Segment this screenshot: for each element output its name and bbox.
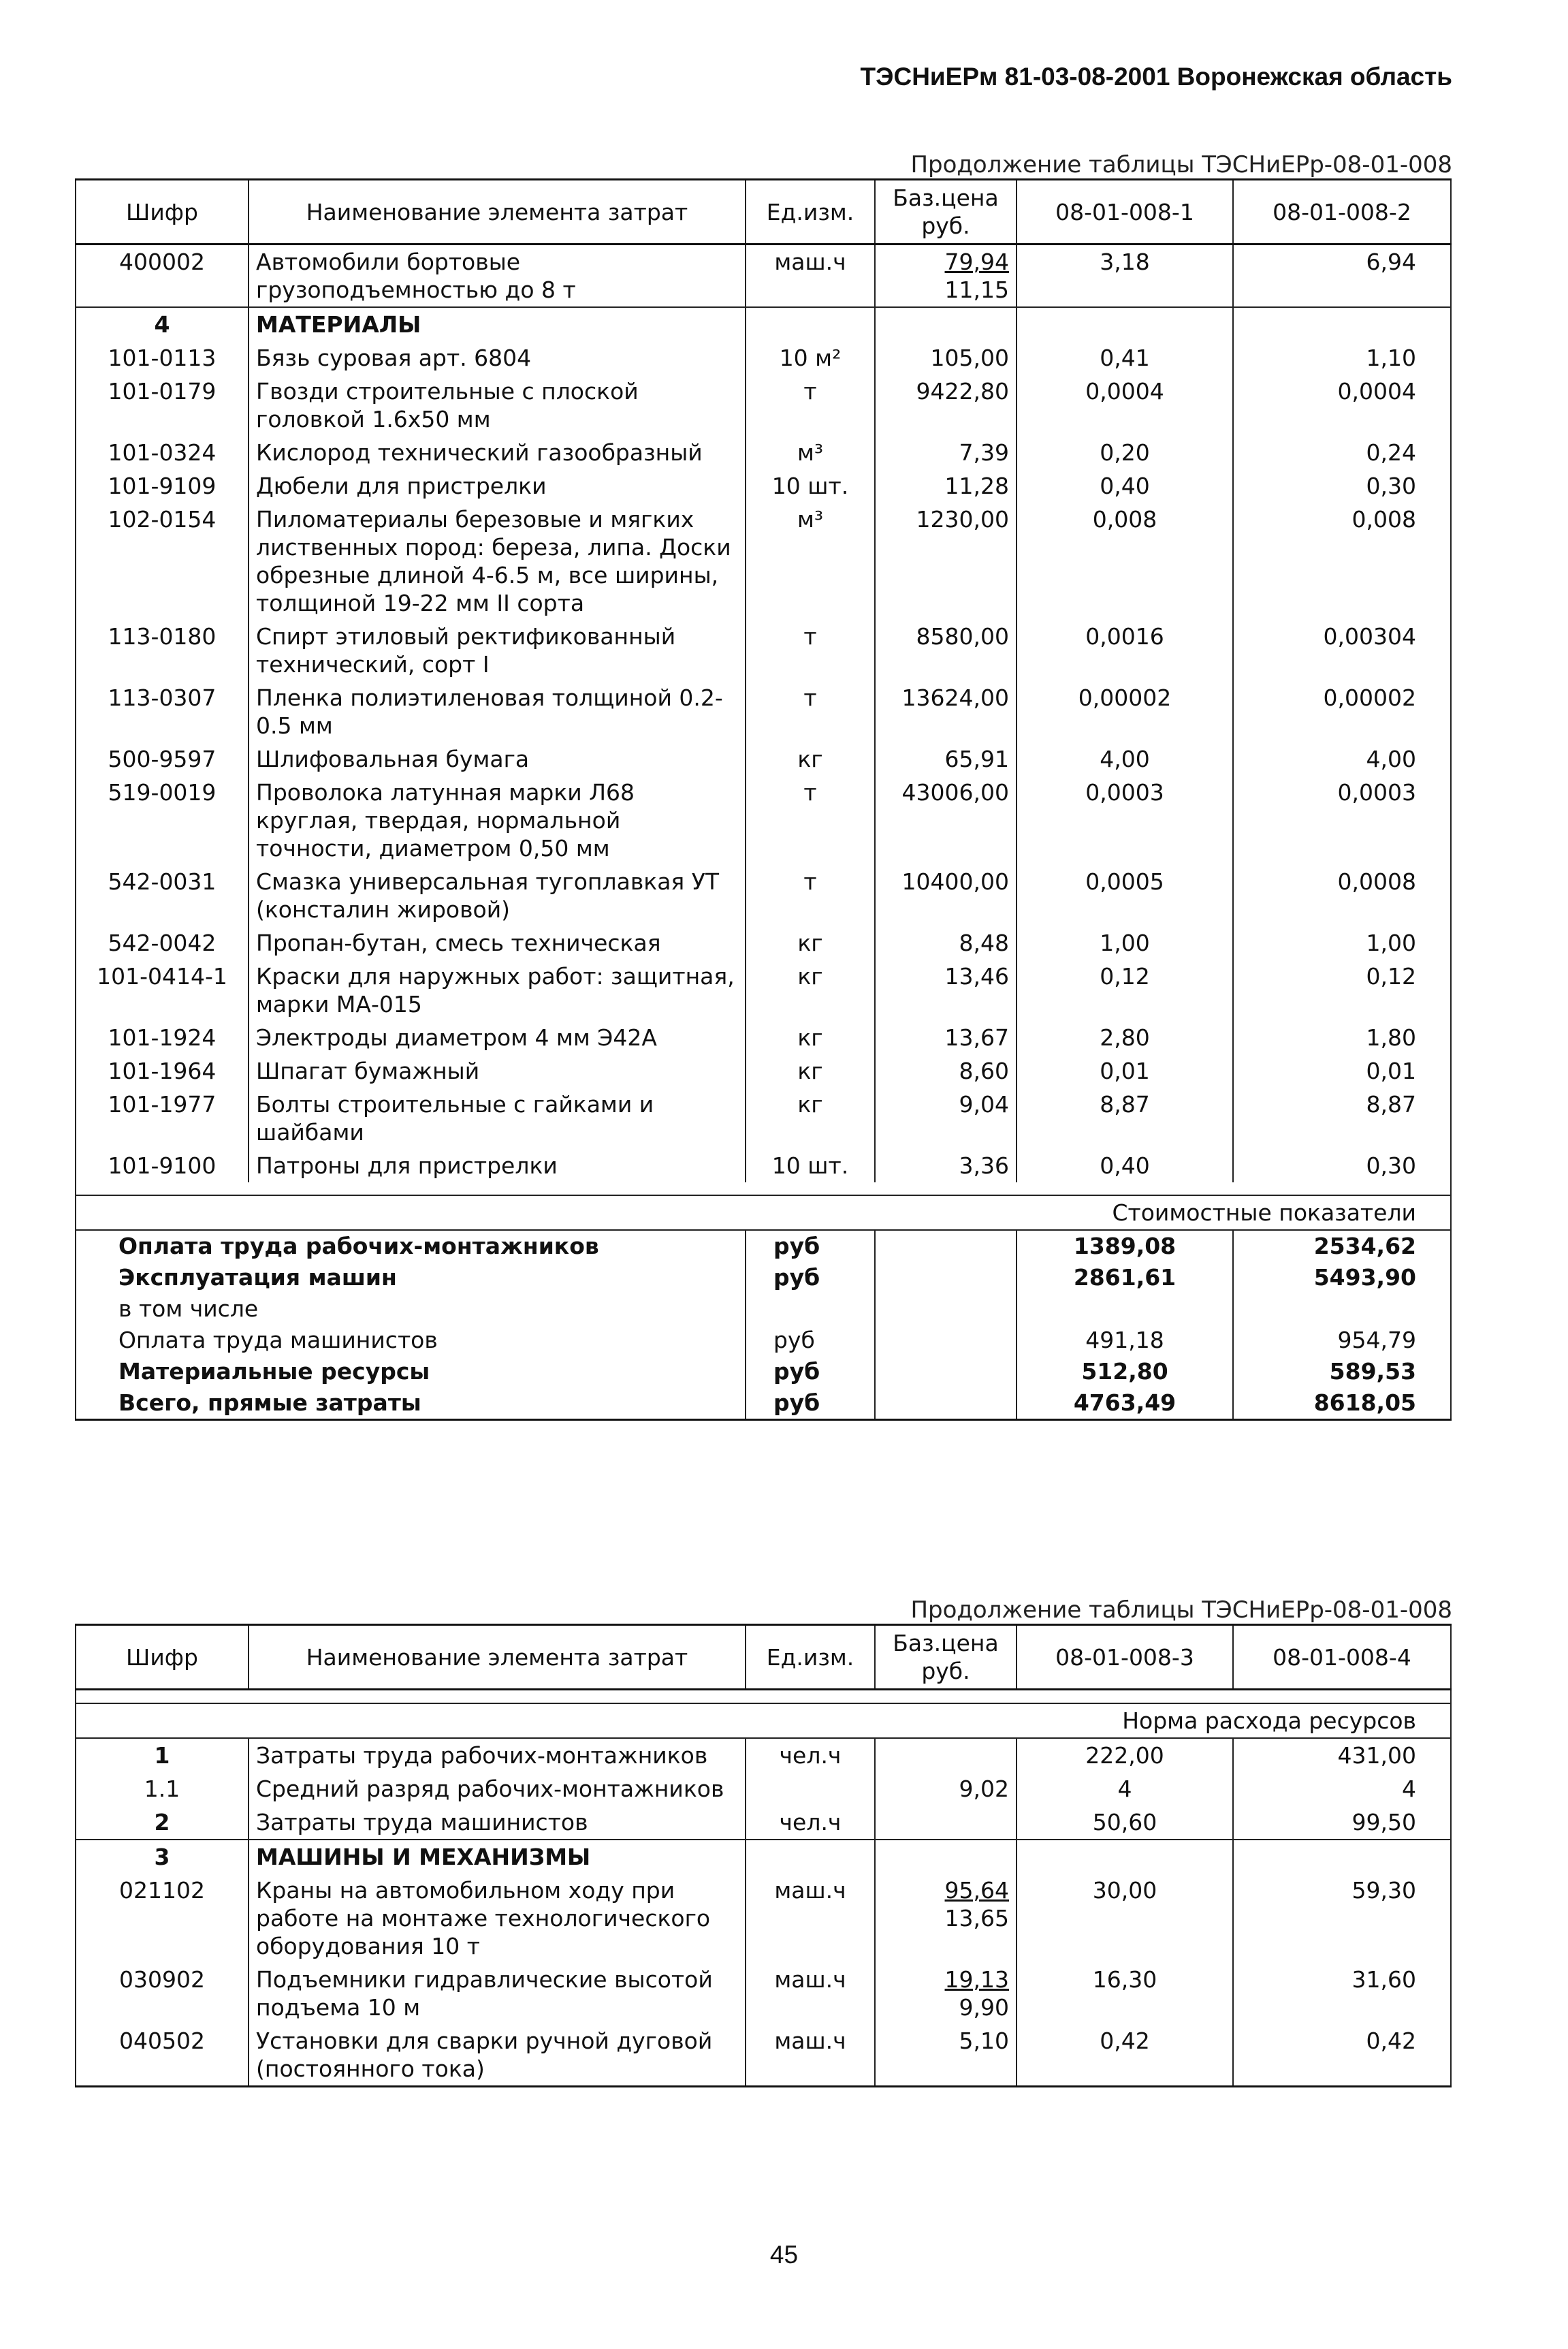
row-value-b: 0,0003 bbox=[1233, 776, 1451, 865]
row-name: Подъемники гидравлические высотой подъема 10 м bbox=[249, 1963, 746, 2024]
row-price: 9,04 bbox=[875, 1088, 1017, 1149]
row-name: Пропан-бутан, смесь техническая bbox=[249, 926, 746, 960]
row-value-a: 0,20 bbox=[1017, 436, 1233, 469]
row-value-b: 6,94 bbox=[1233, 245, 1451, 308]
table-row bbox=[76, 1772, 1451, 1806]
row-value-b bbox=[1233, 1840, 1451, 1874]
table2-body bbox=[76, 1690, 1451, 2087]
row-value-b: 1,00 bbox=[1233, 926, 1451, 960]
summary-unit: руб bbox=[746, 1230, 875, 1262]
row-unit: маш.ч bbox=[746, 1874, 875, 1963]
section-row bbox=[76, 307, 1451, 341]
row-value-b: 0,0004 bbox=[1233, 375, 1451, 436]
row-code: 102-0154 bbox=[76, 503, 249, 620]
row-price: 13,67 bbox=[875, 1021, 1017, 1054]
price-main: 19,13 bbox=[944, 1966, 1009, 1993]
header-code: Шифр bbox=[76, 180, 249, 245]
table1-body bbox=[76, 245, 1451, 1420]
summary-row bbox=[76, 1356, 1451, 1387]
row-unit bbox=[746, 1772, 875, 1806]
row-code: 021102 bbox=[76, 1874, 249, 1963]
price-machinist: 13,65 bbox=[944, 1905, 1009, 1932]
resource-table-1 bbox=[75, 178, 1452, 1421]
section-row bbox=[76, 1840, 1451, 1874]
row-code: 113-0307 bbox=[76, 681, 249, 742]
summary-title: Стоимостные показатели bbox=[76, 1195, 1451, 1230]
header-unit: Ед.изм. bbox=[746, 1625, 875, 1690]
row-unit: маш.ч bbox=[746, 1963, 875, 2024]
resource-table-2 bbox=[75, 1624, 1452, 2087]
row-price: 11,28 bbox=[875, 469, 1017, 503]
table-row bbox=[76, 865, 1451, 926]
table2-caption: Продолжение таблицы ТЭСНиЕРр-08-01-008 bbox=[910, 1596, 1452, 1624]
summary-unit: руб bbox=[746, 1356, 875, 1387]
row-value-b: 1,10 bbox=[1233, 341, 1451, 375]
summary-row bbox=[76, 1262, 1451, 1293]
summary-unit bbox=[746, 1293, 875, 1325]
summary-label: Эксплуатация машин bbox=[76, 1262, 746, 1293]
row-unit: 10 шт. bbox=[746, 469, 875, 503]
table-row bbox=[76, 926, 1451, 960]
row-value-b: 4,00 bbox=[1233, 742, 1451, 776]
row-price bbox=[875, 1806, 1017, 1840]
row-unit: кг bbox=[746, 1021, 875, 1054]
row-name: Средний разряд рабочих-монтажников bbox=[249, 1772, 746, 1806]
header-price: Баз.цена руб. bbox=[875, 1625, 1017, 1690]
summary-label: Оплата труда машинистов bbox=[76, 1325, 746, 1356]
row-value-a: 4 bbox=[1017, 1772, 1233, 1806]
row-price bbox=[875, 1738, 1017, 1772]
row-value-b: 8,87 bbox=[1233, 1088, 1451, 1149]
table1-caption: Продолжение таблицы ТЭСНиЕРр-08-01-008 bbox=[910, 151, 1452, 178]
row-unit: чел.ч bbox=[746, 1738, 875, 1772]
row-code: 101-0324 bbox=[76, 436, 249, 469]
summary-price-empty bbox=[875, 1325, 1017, 1356]
row-value-a: 0,40 bbox=[1017, 469, 1233, 503]
row-value-a: 0,008 bbox=[1017, 503, 1233, 620]
row-value-b: 0,0008 bbox=[1233, 865, 1451, 926]
row-code: 030902 bbox=[76, 1963, 249, 2024]
row-value-b: 0,00002 bbox=[1233, 681, 1451, 742]
row-price: 5,10 bbox=[875, 2024, 1017, 2087]
row-unit: т bbox=[746, 776, 875, 865]
row-price: 65,91 bbox=[875, 742, 1017, 776]
row-code: 101-1977 bbox=[76, 1088, 249, 1149]
summary-price-empty bbox=[875, 1387, 1017, 1420]
row-name: Автомобили бортовые грузоподъемностью до 8 т bbox=[249, 245, 746, 308]
row-unit: маш.ч bbox=[746, 245, 875, 308]
row-unit bbox=[746, 307, 875, 341]
row-price: 8,60 bbox=[875, 1054, 1017, 1088]
row-unit: кг bbox=[746, 1088, 875, 1149]
row-unit: кг bbox=[746, 926, 875, 960]
row-name: Дюбели для пристрелки bbox=[249, 469, 746, 503]
price-machinist: 11,15 bbox=[944, 277, 1009, 303]
summary-price-empty bbox=[875, 1230, 1017, 1262]
row-value-a: 222,00 bbox=[1017, 1738, 1233, 1772]
table-row bbox=[76, 960, 1451, 1021]
table-row bbox=[76, 1149, 1451, 1182]
row-code: 113-0180 bbox=[76, 620, 249, 681]
row-value-a: 0,41 bbox=[1017, 341, 1233, 375]
row-name: МАТЕРИАЛЫ bbox=[249, 307, 746, 341]
row-code: 519-0019 bbox=[76, 776, 249, 865]
header-unit: Ед.изм. bbox=[746, 180, 875, 245]
row-value-a: 4,00 bbox=[1017, 742, 1233, 776]
header-price: Баз.цена руб. bbox=[875, 180, 1017, 245]
summary-value-b: 589,53 bbox=[1233, 1356, 1451, 1387]
row-name: Краски для наружных работ: защитная, марки МА-015 bbox=[249, 960, 746, 1021]
summary-value-a: 2861,61 bbox=[1017, 1262, 1233, 1293]
table-row bbox=[76, 245, 1451, 308]
row-value-b: 0,01 bbox=[1233, 1054, 1451, 1088]
page-number: 45 bbox=[769, 2241, 799, 2269]
table-row bbox=[76, 469, 1451, 503]
row-value-b: 0,42 bbox=[1233, 2024, 1451, 2087]
table-row bbox=[76, 776, 1451, 865]
row-code: 101-1964 bbox=[76, 1054, 249, 1088]
summary-value-a bbox=[1017, 1293, 1233, 1325]
table-row bbox=[76, 1738, 1451, 1772]
summary-value-a: 491,18 bbox=[1017, 1325, 1233, 1356]
summary-value-b bbox=[1233, 1293, 1451, 1325]
table-row bbox=[76, 341, 1451, 375]
row-value-a: 16,30 bbox=[1017, 1963, 1233, 2024]
row-code: 1.1 bbox=[76, 1772, 249, 1806]
row-price: 13624,00 bbox=[875, 681, 1017, 742]
row-price: 8580,00 bbox=[875, 620, 1017, 681]
row-unit: кг bbox=[746, 960, 875, 1021]
row-name: Патроны для пристрелки bbox=[249, 1149, 746, 1182]
row-value-a: 1,00 bbox=[1017, 926, 1233, 960]
summary-unit: руб bbox=[746, 1262, 875, 1293]
price-main: 95,64 bbox=[944, 1877, 1009, 1904]
row-value-b: 0,24 bbox=[1233, 436, 1451, 469]
header-code: Шифр bbox=[76, 1625, 249, 1690]
separator-cell bbox=[76, 1690, 1451, 1704]
row-name: Гвозди строительные с плоской головкой 1.6х50 мм bbox=[249, 375, 746, 436]
summary-unit: руб bbox=[746, 1387, 875, 1420]
table-row bbox=[76, 2024, 1451, 2087]
row-price: 43006,00 bbox=[875, 776, 1017, 865]
row-name: Шпагат бумажный bbox=[249, 1054, 746, 1088]
row-name: Установки для сварки ручной дуговой (постоянного тока) bbox=[249, 2024, 746, 2087]
row-code: 101-9100 bbox=[76, 1149, 249, 1182]
row-name: Пиломатериалы березовые и мягких лиственных пород: береза, липа. Доски обрезные длиной 4-6.5 м, все ширины, толщиной 19-22 мм II сорта bbox=[249, 503, 746, 620]
table-row bbox=[76, 436, 1451, 469]
row-unit bbox=[746, 1840, 875, 1874]
row-name: Пленка полиэтиленовая толщиной 0.2-0.5 мм bbox=[249, 681, 746, 742]
header-name: Наименование элемента затрат bbox=[249, 180, 746, 245]
table-row bbox=[76, 1874, 1451, 1963]
row-value-b bbox=[1233, 307, 1451, 341]
price-machinist: 9,90 bbox=[959, 1994, 1009, 2021]
summary-value-b: 8618,05 bbox=[1233, 1387, 1451, 1420]
row-value-a: 8,87 bbox=[1017, 1088, 1233, 1149]
row-name: Кислород технический газообразный bbox=[249, 436, 746, 469]
summary-title-row bbox=[76, 1195, 1451, 1230]
row-name: Проволока латунная марки Л68 круглая, твердая, нормальной точности, диаметром 0,50 мм bbox=[249, 776, 746, 865]
summary-value-a: 4763,49 bbox=[1017, 1387, 1233, 1420]
row-unit: маш.ч bbox=[746, 2024, 875, 2087]
row-value-a: 0,00002 bbox=[1017, 681, 1233, 742]
row-name: Краны на автомобильном ходу при работе на монтаже технологического оборудования 10 т bbox=[249, 1874, 746, 1963]
row-price bbox=[875, 245, 1017, 308]
summary-value-a: 1389,08 bbox=[1017, 1230, 1233, 1262]
row-value-a: 0,12 bbox=[1017, 960, 1233, 1021]
header-col-b: 08-01-008-2 bbox=[1233, 180, 1451, 245]
row-price bbox=[875, 1963, 1017, 2024]
summary-label: Оплата труда рабочих-монтажников bbox=[76, 1230, 746, 1262]
row-value-b: 4 bbox=[1233, 1772, 1451, 1806]
row-price bbox=[875, 1874, 1017, 1963]
table-row bbox=[76, 1963, 1451, 2024]
row-value-b: 0,30 bbox=[1233, 1149, 1451, 1182]
table-row bbox=[76, 1088, 1451, 1149]
row-value-a: 2,80 bbox=[1017, 1021, 1233, 1054]
summary-value-a: 512,80 bbox=[1017, 1356, 1233, 1387]
row-unit: т bbox=[746, 865, 875, 926]
table-row bbox=[76, 681, 1451, 742]
row-code: 040502 bbox=[76, 2024, 249, 2087]
row-price: 9,02 bbox=[875, 1772, 1017, 1806]
table-row bbox=[76, 742, 1451, 776]
norm-title: Норма расхода ресурсов bbox=[76, 1703, 1451, 1738]
row-value-b: 0,30 bbox=[1233, 469, 1451, 503]
row-value-b: 0,008 bbox=[1233, 503, 1451, 620]
row-code: 101-1924 bbox=[76, 1021, 249, 1054]
header-name: Наименование элемента затрат bbox=[249, 1625, 746, 1690]
row-value-a: 0,42 bbox=[1017, 2024, 1233, 2087]
summary-value-b: 5493,90 bbox=[1233, 1262, 1451, 1293]
row-name: Смазка универсальная тугоплавкая УТ (консталин жировой) bbox=[249, 865, 746, 926]
row-code: 2 bbox=[76, 1806, 249, 1840]
row-name: МАШИНЫ И МЕХАНИЗМЫ bbox=[249, 1840, 746, 1874]
row-price: 9422,80 bbox=[875, 375, 1017, 436]
row-unit: кг bbox=[746, 742, 875, 776]
row-price: 7,39 bbox=[875, 436, 1017, 469]
row-value-a: 0,0016 bbox=[1017, 620, 1233, 681]
summary-row bbox=[76, 1230, 1451, 1262]
row-value-a: 0,0003 bbox=[1017, 776, 1233, 865]
summary-row bbox=[76, 1387, 1451, 1420]
row-price bbox=[875, 307, 1017, 341]
summary-value-b: 2534,62 bbox=[1233, 1230, 1451, 1262]
summary-row bbox=[76, 1325, 1451, 1356]
row-value-b: 59,30 bbox=[1233, 1874, 1451, 1963]
header-col-a: 08-01-008-3 bbox=[1017, 1625, 1233, 1690]
row-name: Бязь суровая арт. 6804 bbox=[249, 341, 746, 375]
row-value-b: 0,12 bbox=[1233, 960, 1451, 1021]
separator-row bbox=[76, 1182, 1451, 1195]
row-code: 3 bbox=[76, 1840, 249, 1874]
row-value-b: 0,00304 bbox=[1233, 620, 1451, 681]
row-price bbox=[875, 1840, 1017, 1874]
row-unit: 10 м² bbox=[746, 341, 875, 375]
row-name: Спирт этиловый ректификованный технический, сорт I bbox=[249, 620, 746, 681]
row-value-b: 31,60 bbox=[1233, 1963, 1451, 2024]
table-row bbox=[76, 503, 1451, 620]
row-price: 105,00 bbox=[875, 341, 1017, 375]
row-value-b: 431,00 bbox=[1233, 1738, 1451, 1772]
table-row bbox=[76, 1021, 1451, 1054]
row-value-a: 0,40 bbox=[1017, 1149, 1233, 1182]
summary-row bbox=[76, 1293, 1451, 1325]
table-row bbox=[76, 375, 1451, 436]
row-unit: т bbox=[746, 375, 875, 436]
row-price: 10400,00 bbox=[875, 865, 1017, 926]
header-col-a: 08-01-008-1 bbox=[1017, 180, 1233, 245]
row-value-a: 50,60 bbox=[1017, 1806, 1233, 1840]
header-col-b: 08-01-008-4 bbox=[1233, 1625, 1451, 1690]
summary-price-empty bbox=[875, 1262, 1017, 1293]
summary-value-b: 954,79 bbox=[1233, 1325, 1451, 1356]
row-unit: 10 шт. bbox=[746, 1149, 875, 1182]
row-code: 101-0113 bbox=[76, 341, 249, 375]
row-price: 1230,00 bbox=[875, 503, 1017, 620]
row-value-a: 0,0005 bbox=[1017, 865, 1233, 926]
row-code: 4 bbox=[76, 307, 249, 341]
row-price: 13,46 bbox=[875, 960, 1017, 1021]
row-code: 101-0414-1 bbox=[76, 960, 249, 1021]
summary-unit: руб bbox=[746, 1325, 875, 1356]
row-unit: т bbox=[746, 620, 875, 681]
row-price: 3,36 bbox=[875, 1149, 1017, 1182]
page-header: ТЭСНиЕРм 81-03-08-2001 Воронежская область bbox=[860, 63, 1452, 91]
separator-row bbox=[76, 1690, 1451, 1704]
row-code: 542-0031 bbox=[76, 865, 249, 926]
row-code: 1 bbox=[76, 1738, 249, 1772]
summary-label: Всего, прямые затраты bbox=[76, 1387, 746, 1420]
norm-title-row bbox=[76, 1703, 1451, 1738]
row-name: Электроды диаметром 4 мм Э42А bbox=[249, 1021, 746, 1054]
row-value-a bbox=[1017, 1840, 1233, 1874]
row-value-a: 3,18 bbox=[1017, 245, 1233, 308]
row-value-a: 0,01 bbox=[1017, 1054, 1233, 1088]
summary-price-empty bbox=[875, 1293, 1017, 1325]
summary-price-empty bbox=[875, 1356, 1017, 1387]
row-unit: т bbox=[746, 681, 875, 742]
table-row bbox=[76, 1054, 1451, 1088]
row-unit: чел.ч bbox=[746, 1806, 875, 1840]
row-unit: кг bbox=[746, 1054, 875, 1088]
row-code: 101-9109 bbox=[76, 469, 249, 503]
table-row bbox=[76, 620, 1451, 681]
row-name: Болты строительные с гайками и шайбами bbox=[249, 1088, 746, 1149]
row-value-b: 99,50 bbox=[1233, 1806, 1451, 1840]
row-price: 8,48 bbox=[875, 926, 1017, 960]
summary-label: в том числе bbox=[76, 1293, 746, 1325]
row-name: Шлифовальная бумага bbox=[249, 742, 746, 776]
row-unit: м³ bbox=[746, 436, 875, 469]
row-code: 101-0179 bbox=[76, 375, 249, 436]
row-name: Затраты труда машинистов bbox=[249, 1806, 746, 1840]
summary-label: Материальные ресурсы bbox=[76, 1356, 746, 1387]
row-code: 542-0042 bbox=[76, 926, 249, 960]
row-value-a: 30,00 bbox=[1017, 1874, 1233, 1963]
row-value-b: 1,80 bbox=[1233, 1021, 1451, 1054]
row-name: Затраты труда рабочих-монтажников bbox=[249, 1738, 746, 1772]
row-unit: м³ bbox=[746, 503, 875, 620]
separator-cell bbox=[76, 1182, 1451, 1195]
row-code: 500-9597 bbox=[76, 742, 249, 776]
row-value-a bbox=[1017, 307, 1233, 341]
price-main: 79,94 bbox=[944, 249, 1009, 275]
row-code: 400002 bbox=[76, 245, 249, 308]
table-row bbox=[76, 1806, 1451, 1840]
row-value-a: 0,0004 bbox=[1017, 375, 1233, 436]
